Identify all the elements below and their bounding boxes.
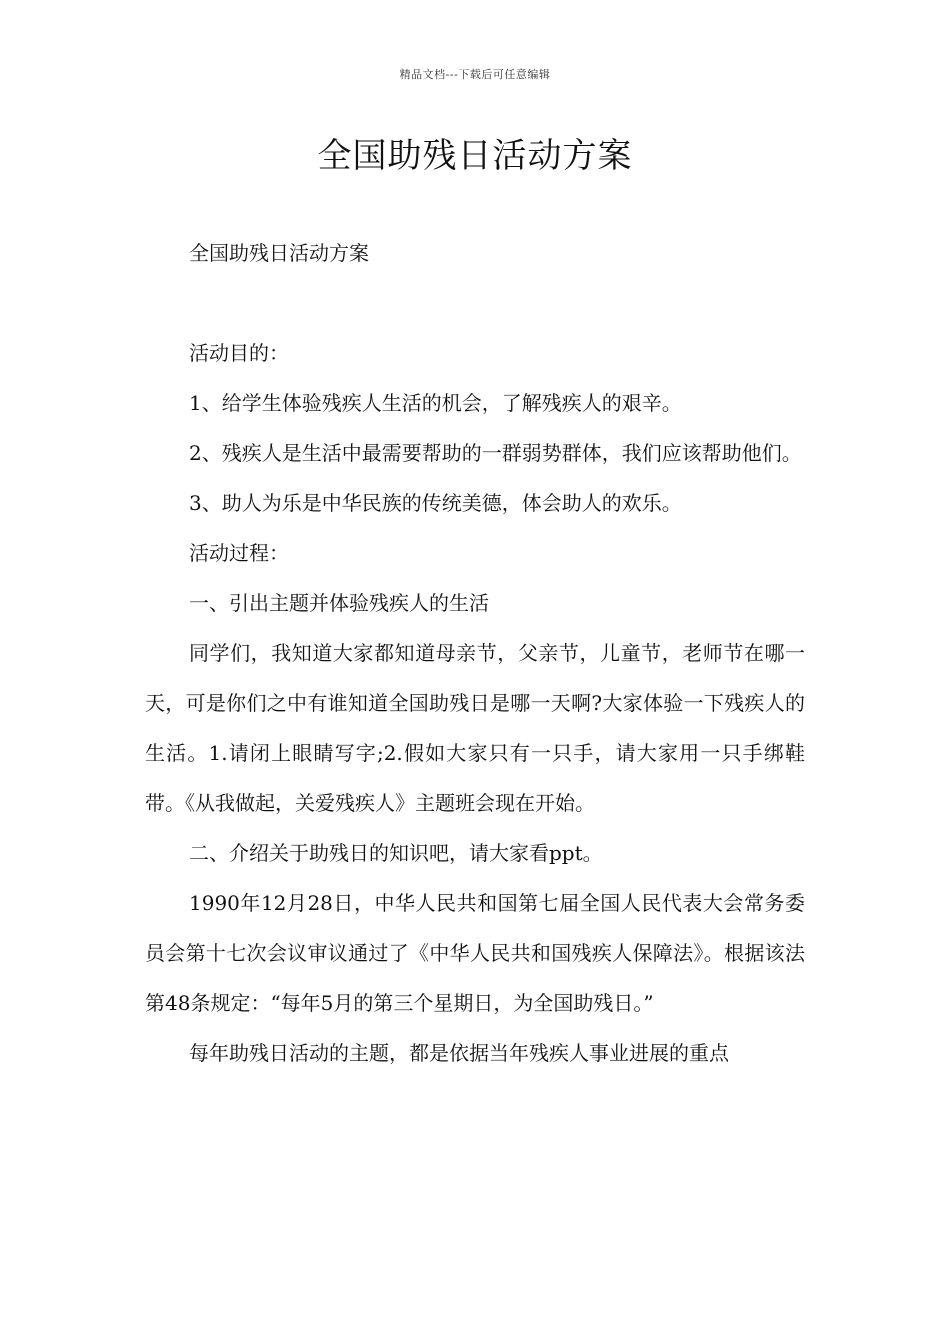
header-note: 精品文档---下载后可任意编辑 <box>399 68 551 81</box>
paragraph: 活动过程： <box>189 541 289 565</box>
paragraph: 2、残疾人是生活中最需要帮助的一群弱势群体，我们应该帮助他们。 <box>189 441 802 465</box>
document-subtitle: 全国助残日活动方案 <box>189 241 369 265</box>
paragraph: 同学们，我知道大家都知道母亲节，父亲节，儿童节，老师节在哪一天，可是你们之中有谁知道全国助残日是哪一天啊?大家体验一下残疾人的生活。1.请闭上眼睛写字;2.假如大家只有一只手，请大家用一只手绑鞋带。《从我做起，关爱残疾人》主题班会现在开始。 <box>145 641 805 815</box>
paragraph: 活动目的： <box>189 341 289 365</box>
paragraph: 1、给学生体验残疾人生活的机会，了解残疾人的艰辛。 <box>189 391 682 415</box>
paragraph: 每年助残日活动的主题，都是依据当年残疾人事业进展的重点 <box>189 1041 729 1065</box>
paragraph: 1990年12月28日，中华人民共和国第七届全国人民代表大会常务委员会第十七次会议审议通过了《中华人民共和国残疾人保障法》。根据该法第48条规定：“每年5月的第三个星期日，为全国助残日。” <box>145 891 805 1015</box>
document-body <box>145 228 805 1078</box>
paragraph: 3、助人为乐是中华民族的传统美德，体会助人的欢乐。 <box>189 491 682 515</box>
document-title: 全国助残日活动方案 <box>317 136 633 176</box>
paragraph: 一、引出主题并体验残疾人的生活 <box>189 591 489 615</box>
paragraph: 二、介绍关于助残日的知识吧，请大家看ppt。 <box>189 841 603 865</box>
